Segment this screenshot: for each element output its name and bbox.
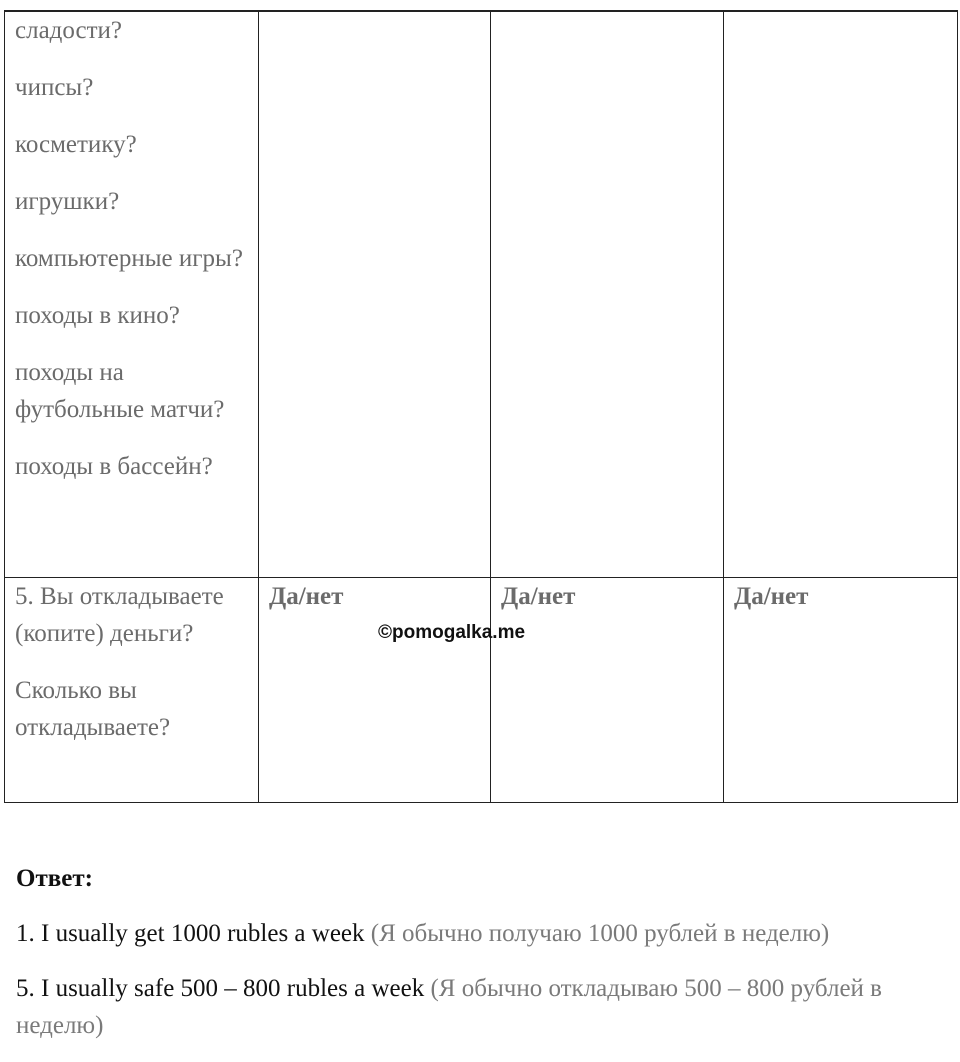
empty-cell	[491, 12, 724, 578]
answer-title: Ответ:	[16, 865, 93, 892]
watermark: ©pomogalka.me	[378, 622, 526, 643]
yes-no-label: Да/нет	[734, 583, 809, 610]
answer-translation: (Я обычно получаю 1000 рублей в неделю)	[370, 920, 830, 947]
list-item: походы в кино?	[15, 302, 180, 329]
list-item: походы в бассейн?	[15, 453, 213, 480]
answer-cell	[491, 578, 724, 803]
survey-table	[4, 11, 958, 803]
answer-cell	[259, 578, 491, 803]
question-save-money: 5. Вы откладываете (копите) деньги?	[15, 583, 224, 647]
answer-line	[16, 970, 946, 1044]
answer-english: 5. I usually safe 500 – 800 rubles a week	[16, 975, 425, 1002]
answer-cell	[724, 578, 958, 803]
items-cell	[5, 12, 259, 578]
list-item: чипсы?	[15, 74, 94, 101]
question-cell	[5, 578, 259, 803]
yes-no-label: Да/нет	[269, 583, 344, 610]
empty-cell	[259, 12, 491, 578]
table-row	[5, 12, 958, 578]
list-item: компьютерные игры?	[15, 245, 243, 272]
list-item: игрушки?	[15, 188, 120, 215]
list-item: сладости?	[15, 17, 123, 44]
table-row	[5, 578, 958, 803]
empty-cell	[724, 12, 958, 578]
list-item: косметику?	[15, 131, 137, 158]
answer-english: 1. I usually get 1000 rubles a week	[16, 920, 365, 947]
list-item: походы на футбольные матчи?	[15, 359, 225, 423]
yes-no-label: Да/нет	[501, 583, 576, 610]
answer-translation: (Я обычно откладываю 500 – 800 рублей в неделю)	[16, 975, 882, 1039]
question-how-much: Сколько вы откладываете?	[15, 677, 171, 741]
answer-line	[16, 915, 946, 952]
answer-section	[16, 860, 946, 1062]
